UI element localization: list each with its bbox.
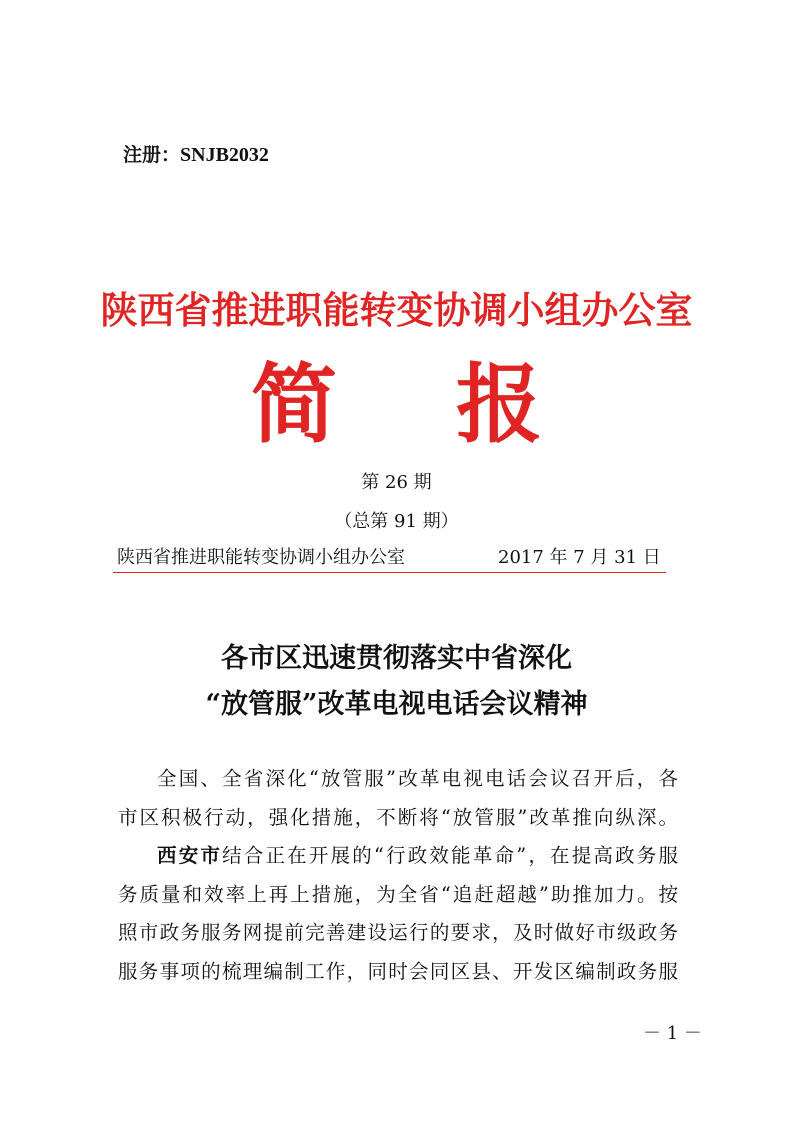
article-headline-line-2: “放管服”改革电视电话会议精神 xyxy=(205,689,588,720)
registration-label: 注册： xyxy=(123,144,181,166)
issue-date: 2017 年 7 月 31 日 xyxy=(498,547,661,568)
page-number: － 1 － xyxy=(643,1023,702,1044)
issue-total-number: （总第 91 期） xyxy=(334,511,459,532)
bulletin-title-char-2: 报 xyxy=(456,354,542,455)
issue-number: 第 26 期 xyxy=(361,472,432,493)
paragraph-line: 服务事项的梳理编制工作，同时会同区县、开发区编制政务服 xyxy=(118,959,678,983)
paragraph-line xyxy=(118,837,678,876)
paragraph-line: 市区积极行动，强化措施，不断将“放管服”改革推向纵深。 xyxy=(118,805,678,829)
red-divider-rule xyxy=(113,572,666,573)
paragraph-line: 全国、全省深化“放管服”改革电视电话会议召开后，各 xyxy=(157,767,678,790)
paragraph-line: 照市政务服务网提前完善建设运行的要求，及时做好市级政务 xyxy=(118,921,678,944)
article-headline-line-1: 各市区迅速贯彻落实中省深化 xyxy=(221,643,572,674)
registration-number xyxy=(123,140,269,167)
paragraph-xian xyxy=(118,837,678,991)
bulletin-title-char-1: 简 xyxy=(251,354,337,455)
paragraph-lead-city: 西安市 xyxy=(157,844,223,867)
issuing-office-title: 陕西省推进职能转变协调小组办公室 xyxy=(100,288,693,332)
issuer-name: 陕西省推进职能转变协调小组办公室 xyxy=(117,547,405,568)
registration-code: SNJB2032 xyxy=(180,144,269,166)
paragraph-line-rest: 结合正在开展的“行政效能革命”，在提高政务服 xyxy=(222,844,678,867)
paragraph-intro xyxy=(118,760,678,837)
paragraph-line: 务质量和效率上再上措施，为全省“追赶超越”助推加力。按 xyxy=(118,882,678,906)
